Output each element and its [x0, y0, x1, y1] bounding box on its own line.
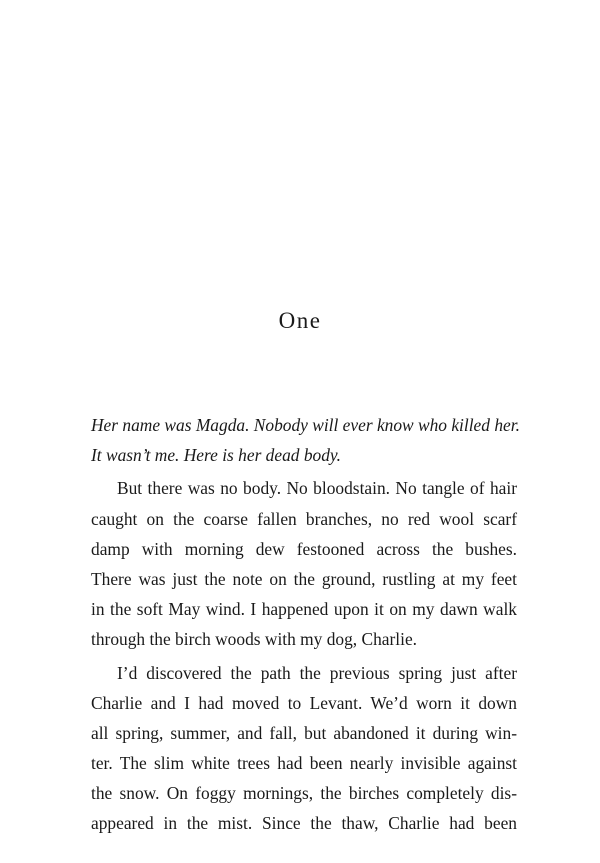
paragraph-line: damp with morning dew festooned across the bushes.: [91, 538, 517, 559]
paragraph-line: appeared in the mist. Since the thaw, Charlie had been: [91, 813, 517, 834]
paragraph-2: [91, 658, 517, 839]
paragraph-line: ter. The slim white trees had been nearly invisible against: [91, 753, 517, 774]
paragraph-line: There was just the note on the ground, rustling at my feet: [91, 568, 517, 589]
paragraph-line: through the birch woods with my dog, Charlie.: [91, 629, 418, 650]
paragraph-line: all spring, summer, and fall, but abandoned it during win-: [91, 722, 517, 743]
paragraph-line: caught on the coarse fallen branches, no red wool scarf: [91, 508, 517, 529]
paragraph-line: Charlie and I had moved to Levant. We’d worn it down: [91, 692, 517, 713]
opening-note: [91, 410, 520, 470]
note-line: It wasn’t me. Here is her dead body.: [91, 445, 342, 466]
note-line: Her name was Magda. Nobody will ever know who killed her.: [91, 415, 520, 435]
paragraph-1: [91, 473, 517, 654]
chapter-body: [91, 410, 520, 839]
paragraph-line: I’d discovered the path the previous spring just after: [117, 662, 517, 683]
chapter-title: One: [278, 308, 322, 333]
paragraph-line: the snow. On foggy mornings, the birches completely dis-: [91, 783, 517, 804]
paragraph-line: But there was no body. No bloodstain. No tangle of hair: [117, 478, 517, 499]
paragraph-line: in the soft May wind. I happened upon it on my dawn walk: [91, 599, 517, 620]
